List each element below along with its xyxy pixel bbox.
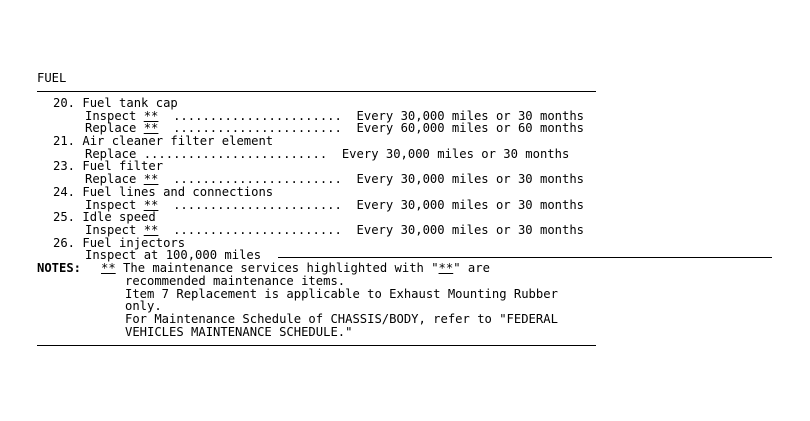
item-number: 23. xyxy=(53,159,76,173)
notes-text: " are xyxy=(453,261,490,275)
leader-dots: ....................... xyxy=(173,172,342,186)
notes-line-1 xyxy=(101,262,490,275)
action-label: Replace xyxy=(85,147,137,161)
notes-line-6: VEHICLES MAINTENANCE SCHEDULE." xyxy=(125,325,353,339)
leader-dots: ......................... xyxy=(143,147,328,161)
leader-dots: ....................... xyxy=(173,198,342,212)
action-label: Inspect xyxy=(85,223,137,237)
item-23-replace-row xyxy=(85,173,584,186)
item-number: 26. xyxy=(53,236,76,250)
interval: Every 30,000 miles or 30 months xyxy=(341,147,570,161)
item-number: 20. xyxy=(53,96,76,110)
recommended-mark: ** xyxy=(438,261,454,275)
item-20-replace-row xyxy=(85,122,584,135)
notes-line-4: only. xyxy=(125,299,162,313)
middle-rule xyxy=(278,257,772,258)
section-title: FUEL xyxy=(37,71,67,85)
notes-line-2: recommended maintenance items. xyxy=(125,274,346,288)
item-20-heading xyxy=(53,97,178,110)
notes-text: The maintenance services highlighted with " xyxy=(123,261,439,275)
item-24-heading xyxy=(53,186,273,199)
action-label: Replace xyxy=(85,172,137,186)
item-name: Fuel injectors xyxy=(82,236,186,250)
recommended-mark: ** xyxy=(143,172,159,186)
recommended-mark: ** xyxy=(143,223,159,237)
leader-dots: ....................... xyxy=(173,223,342,237)
action-label: Inspect xyxy=(85,198,137,212)
item-21-heading xyxy=(53,135,273,148)
interval: Every 30,000 miles or 30 months xyxy=(356,198,585,212)
action-label: Inspect xyxy=(85,109,137,123)
interval: Every 30,000 miles or 30 months xyxy=(356,223,585,237)
leader-dots: ....................... xyxy=(173,121,342,135)
leader-dots: ....................... xyxy=(173,109,342,123)
item-24-inspect-row xyxy=(85,199,584,212)
notes-line-5: For Maintenance Schedule of CHASSIS/BODY, refer to "FEDERAL xyxy=(125,312,558,326)
interval: Every 30,000 miles or 30 months xyxy=(356,109,585,123)
recommended-mark: ** xyxy=(143,198,159,212)
interval: Every 60,000 miles or 60 months xyxy=(356,121,585,135)
item-name: Air cleaner filter element xyxy=(82,134,274,148)
notes-line-3: Item 7 Replacement is applicable to Exhaust Mounting Rubber xyxy=(125,287,558,301)
top-rule xyxy=(37,91,596,92)
recommended-mark: ** xyxy=(101,261,116,275)
item-26-inspect-row: Inspect at 100,000 miles xyxy=(85,248,262,262)
item-25-inspect-row xyxy=(85,224,584,237)
item-23-heading xyxy=(53,160,163,173)
item-number: 25. xyxy=(53,210,76,224)
item-number: 24. xyxy=(53,185,76,199)
action-label: Replace xyxy=(85,121,137,135)
item-name: Fuel filter xyxy=(82,159,164,173)
item-number: 21. xyxy=(53,134,76,148)
recommended-mark: ** xyxy=(143,121,159,135)
recommended-mark: ** xyxy=(143,109,159,123)
item-25-heading xyxy=(53,211,156,224)
item-name: Idle speed xyxy=(82,210,156,224)
item-name: Fuel tank cap xyxy=(82,96,178,110)
bottom-rule xyxy=(37,345,596,346)
item-name: Fuel lines and connections xyxy=(82,185,274,199)
notes-label: NOTES: xyxy=(37,261,82,275)
interval: Every 30,000 miles or 30 months xyxy=(356,172,585,186)
